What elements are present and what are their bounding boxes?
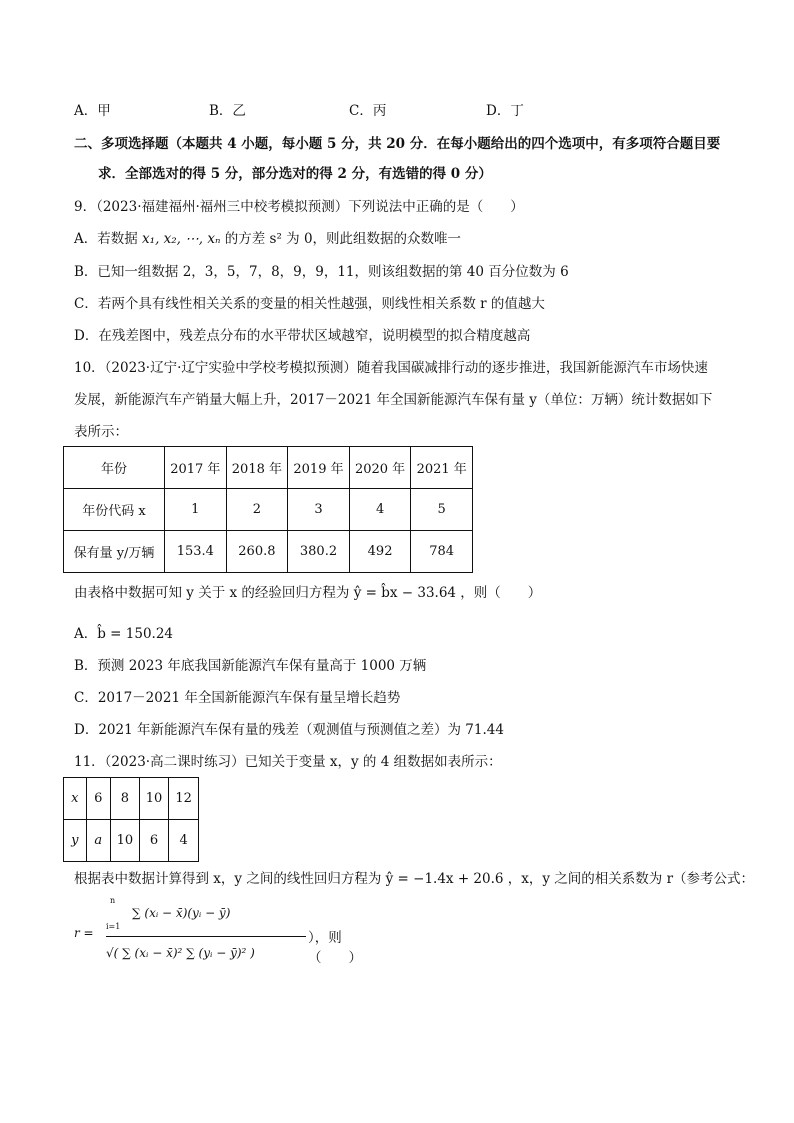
table-row [64,531,473,573]
table-cell: 2021 年 [411,447,473,489]
table-cell: 6 [86,778,111,820]
q9-option-a-prefix: A．若数据 [74,231,143,247]
sum-lower-limit: i=1 [106,922,121,931]
table-cell: 年份 [64,447,165,489]
q10-data-table [63,446,473,573]
table-row [64,489,473,531]
table-cell: 2020 年 [349,447,411,489]
numerator-expression: ∑ (xᵢ − x̄)(yᵢ − ȳ) [132,906,231,920]
q9-option-c[interactable]: C．若两个具有线性相关关系的变量的相关性越强，则线性相关系数 r 的值越大 [74,296,545,312]
q9-option-a-suffix: 的方差 s² 为 0，则此组数据的众数唯一 [220,231,462,247]
q11-stem: 11．（2023·高二课时练习）已知关于变量 x，y 的 4 组数据如表所示： [74,754,502,770]
q9-option-b[interactable]: B．已知一组数据 2，3，5，7，8，9，9，11，则该组数据的第 40 百分位数为 6 [74,264,569,280]
table-cell: 8 [111,778,140,820]
table-cell: 1 [165,489,227,531]
table-row [64,820,199,862]
table-cell: 3 [288,489,350,531]
table-cell: y [64,820,87,862]
q8-option-c[interactable]: C．丙 [349,103,387,119]
table-cell: 6 [139,820,169,862]
q11-data-table [63,777,199,862]
fraction-bar [106,936,306,937]
sum-upper-limit: n [110,896,116,905]
q11-regression-text: 根据表中数据计算得到 x，y 之间的线性回归方程为 ŷ = −1.4x + 20.6 ，x，y 之间的相关系数为 r（参考公式： [74,871,755,887]
denominator-expression: √( ∑ (xᵢ − x̄)² ∑ (yᵢ − ȳ)² ) [106,946,255,960]
table-cell: x [64,778,87,820]
q10-stem-line2: 发展，新能源汽车产销量大幅上升，2017－2021 年全国新能源汽车保有量 y（单位：万辆）统计数据如下 [74,392,713,408]
q8-option-a[interactable]: A．甲 [74,103,111,119]
table-cell: 153.4 [165,531,227,573]
table-cell: 492 [349,531,411,573]
formula-tail: ），则（ ） [308,930,362,966]
table-cell: 784 [411,531,473,573]
q8-option-d[interactable]: D．丁 [486,103,524,119]
table-cell: 260.8 [226,531,288,573]
table-cell: 2017 年 [165,447,227,489]
table-cell: 380.2 [288,531,350,573]
q9-option-a[interactable] [74,229,461,249]
q10-stem-line3: 表所示： [74,424,128,440]
table-cell: 4 [169,820,199,862]
q8-option-b[interactable]: B．乙 [209,103,246,119]
q9-stem: 9．（2023·福建福州·福州三中校考模拟预测）下列说法中正确的是（ ） [74,199,524,215]
q10-option-b[interactable]: B．预测 2023 年底我国新能源汽车保有量高于 1000 万辆 [74,658,427,674]
q9-option-a-math: x₁, x₂, ⋯, xₙ [142,231,221,247]
q10-regression-text: 由表格中数据可知 y 关于 x 的经验回归方程为 ŷ = b̂x − 33.64 ，则（ ） [74,585,542,601]
table-cell: 10 [139,778,169,820]
table-cell: 2019 年 [288,447,350,489]
table-cell: 年份代码 x [64,489,165,531]
table-cell: 5 [411,489,473,531]
section-heading-line1: 二、多项选择题（本题共 4 小题，每小题 5 分，共 20 分．在每小题给出的四个选项中，有多项符合题目要 [74,136,721,152]
q10-option-d[interactable]: D．2021 年新能源汽车保有量的残差（观测值与预测值之差）为 71.44 [74,722,504,738]
section-heading-line2: 求．全部选对的得 5 分，部分选对的得 2 分，有选错的得 0 分） [98,166,492,182]
table-cell: 2018 年 [226,447,288,489]
formula-lhs: r = [74,926,94,940]
q10-stem-line1: 10．（2023·辽宁·辽宁实验中学校考模拟预测）随着我国碳减排行动的逐步推进，我国新能源汽车市场快速 [74,360,708,376]
correlation-formula [74,896,374,972]
table-cell: a [86,820,111,862]
table-row [64,778,199,820]
table-cell: 保有量 y/万辆 [64,531,165,573]
q9-option-d[interactable]: D．在残差图中，残差点分布的水平带状区域越窄，说明模型的拟合精度越高 [74,328,531,344]
table-row [64,447,473,489]
q10-option-a[interactable]: A．b̂ = 150.24 [74,626,174,642]
table-cell: 2 [226,489,288,531]
q8-options-row [74,101,734,121]
table-cell: 12 [169,778,199,820]
table-cell: 10 [111,820,140,862]
q10-option-c[interactable]: C．2017－2021 年全国新能源汽车保有量呈增长趋势 [74,690,401,706]
table-cell: 4 [349,489,411,531]
